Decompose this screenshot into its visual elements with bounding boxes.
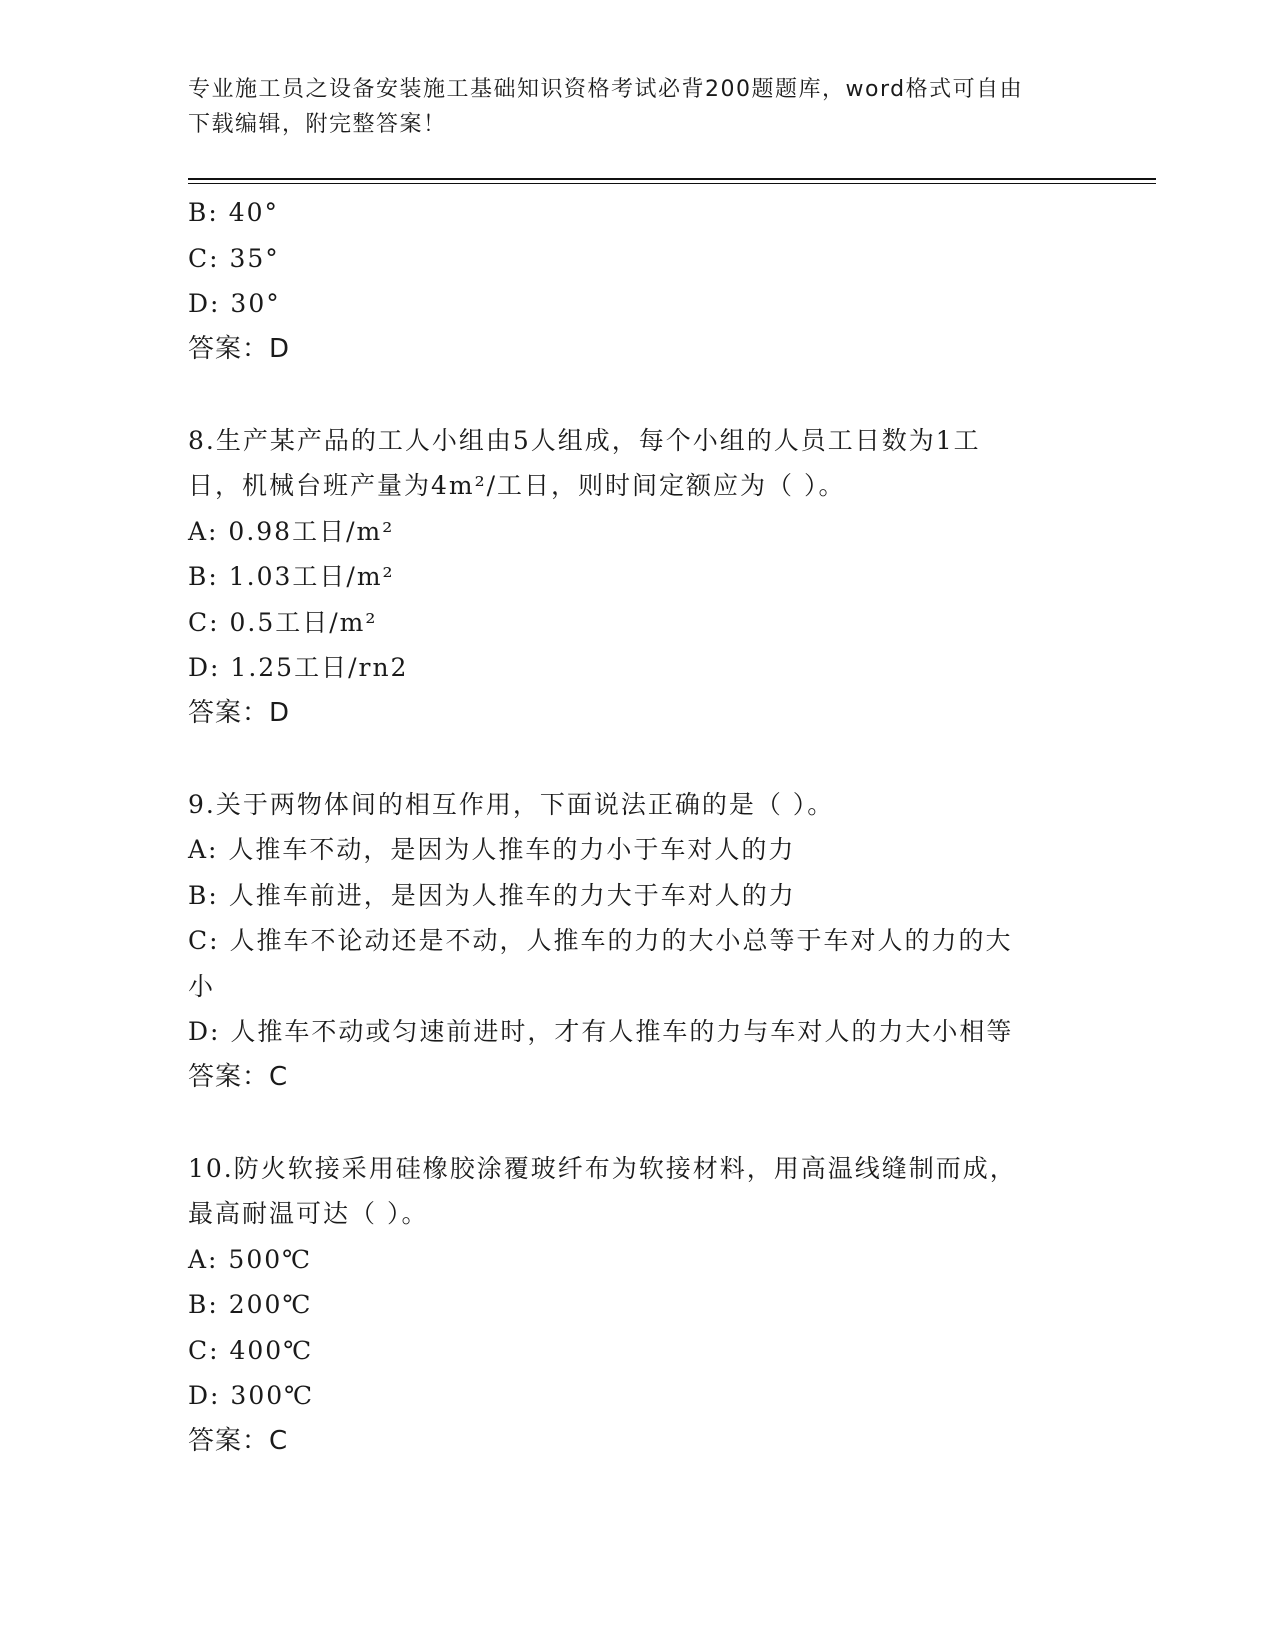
option-d: D: 人推车不动或匀速前进时，才有人推车的力与车对人的力大小相等 — [188, 1017, 1014, 1046]
option-c: C: 35° — [188, 243, 280, 273]
spacer — [188, 372, 1088, 418]
option-d: D: 300℃ — [188, 1381, 315, 1410]
question-list — [188, 190, 1088, 1464]
option-b: B: 人推车前进，是因为人推车的力大于车对人的力 — [188, 880, 796, 910]
question-stem: 8.生产某产品的工人小组由5人组成，每个小组的人员工日数为1工 — [188, 425, 981, 455]
page-header — [188, 72, 1068, 142]
spacer — [188, 736, 1088, 782]
option-a: A: 500℃ — [188, 1244, 313, 1274]
header-line-2: 下载编辑，附完整答案！ — [188, 112, 447, 137]
option-d: D: 30° — [188, 289, 281, 318]
question-stem: 10.防火软接采用硅橡胶涂覆玻纤布为软接材料，用高温线缝制而成， — [188, 1153, 1017, 1183]
spacer — [188, 1100, 1088, 1146]
answer: 答案：C — [188, 1061, 289, 1092]
question-9 — [188, 782, 1088, 1101]
option-c: C: 400℃ — [188, 1335, 314, 1365]
answer: 答案：D — [188, 697, 291, 728]
option-a: A: 人推车不动，是因为人推车的力小于车对人的力 — [188, 835, 796, 864]
header-rule-thin — [188, 183, 1156, 184]
option-a: A: 0.98工日/m² — [188, 516, 395, 546]
question-10 — [188, 1146, 1088, 1465]
question-stem: 9.关于两物体间的相互作用，下面说法正确的是（ ）。 — [188, 789, 835, 819]
option-b: B: 1.03工日/m² — [188, 562, 395, 591]
question-7 — [188, 190, 1088, 372]
option-b: B: 200℃ — [188, 1290, 313, 1319]
question-8 — [188, 418, 1088, 737]
answer: 答案：C — [188, 1425, 289, 1456]
question-stem-continued: 最高耐温可达（ ）。 — [188, 1199, 429, 1228]
option-c: C: 人推车不论动还是不动，人推车的力的大小总等于车对人的力的大 — [188, 926, 1013, 955]
option-b: B: 40° — [188, 198, 280, 227]
answer: 答案：D — [188, 333, 291, 364]
option-d: D: 1.25工日/rn2 — [188, 653, 409, 682]
header-rule-thick — [188, 178, 1156, 180]
header-line-1: 专业施工员之设备安装施工基础知识资格考试必背200题题库，word格式可自由 — [188, 77, 1024, 102]
option-c: C: 0.5工日/m² — [188, 607, 378, 637]
option-c-continued: 小 — [188, 971, 216, 1001]
question-stem-continued: 日，机械台班产量为4m²/工日，则时间定额应为（ ）。 — [188, 471, 846, 500]
